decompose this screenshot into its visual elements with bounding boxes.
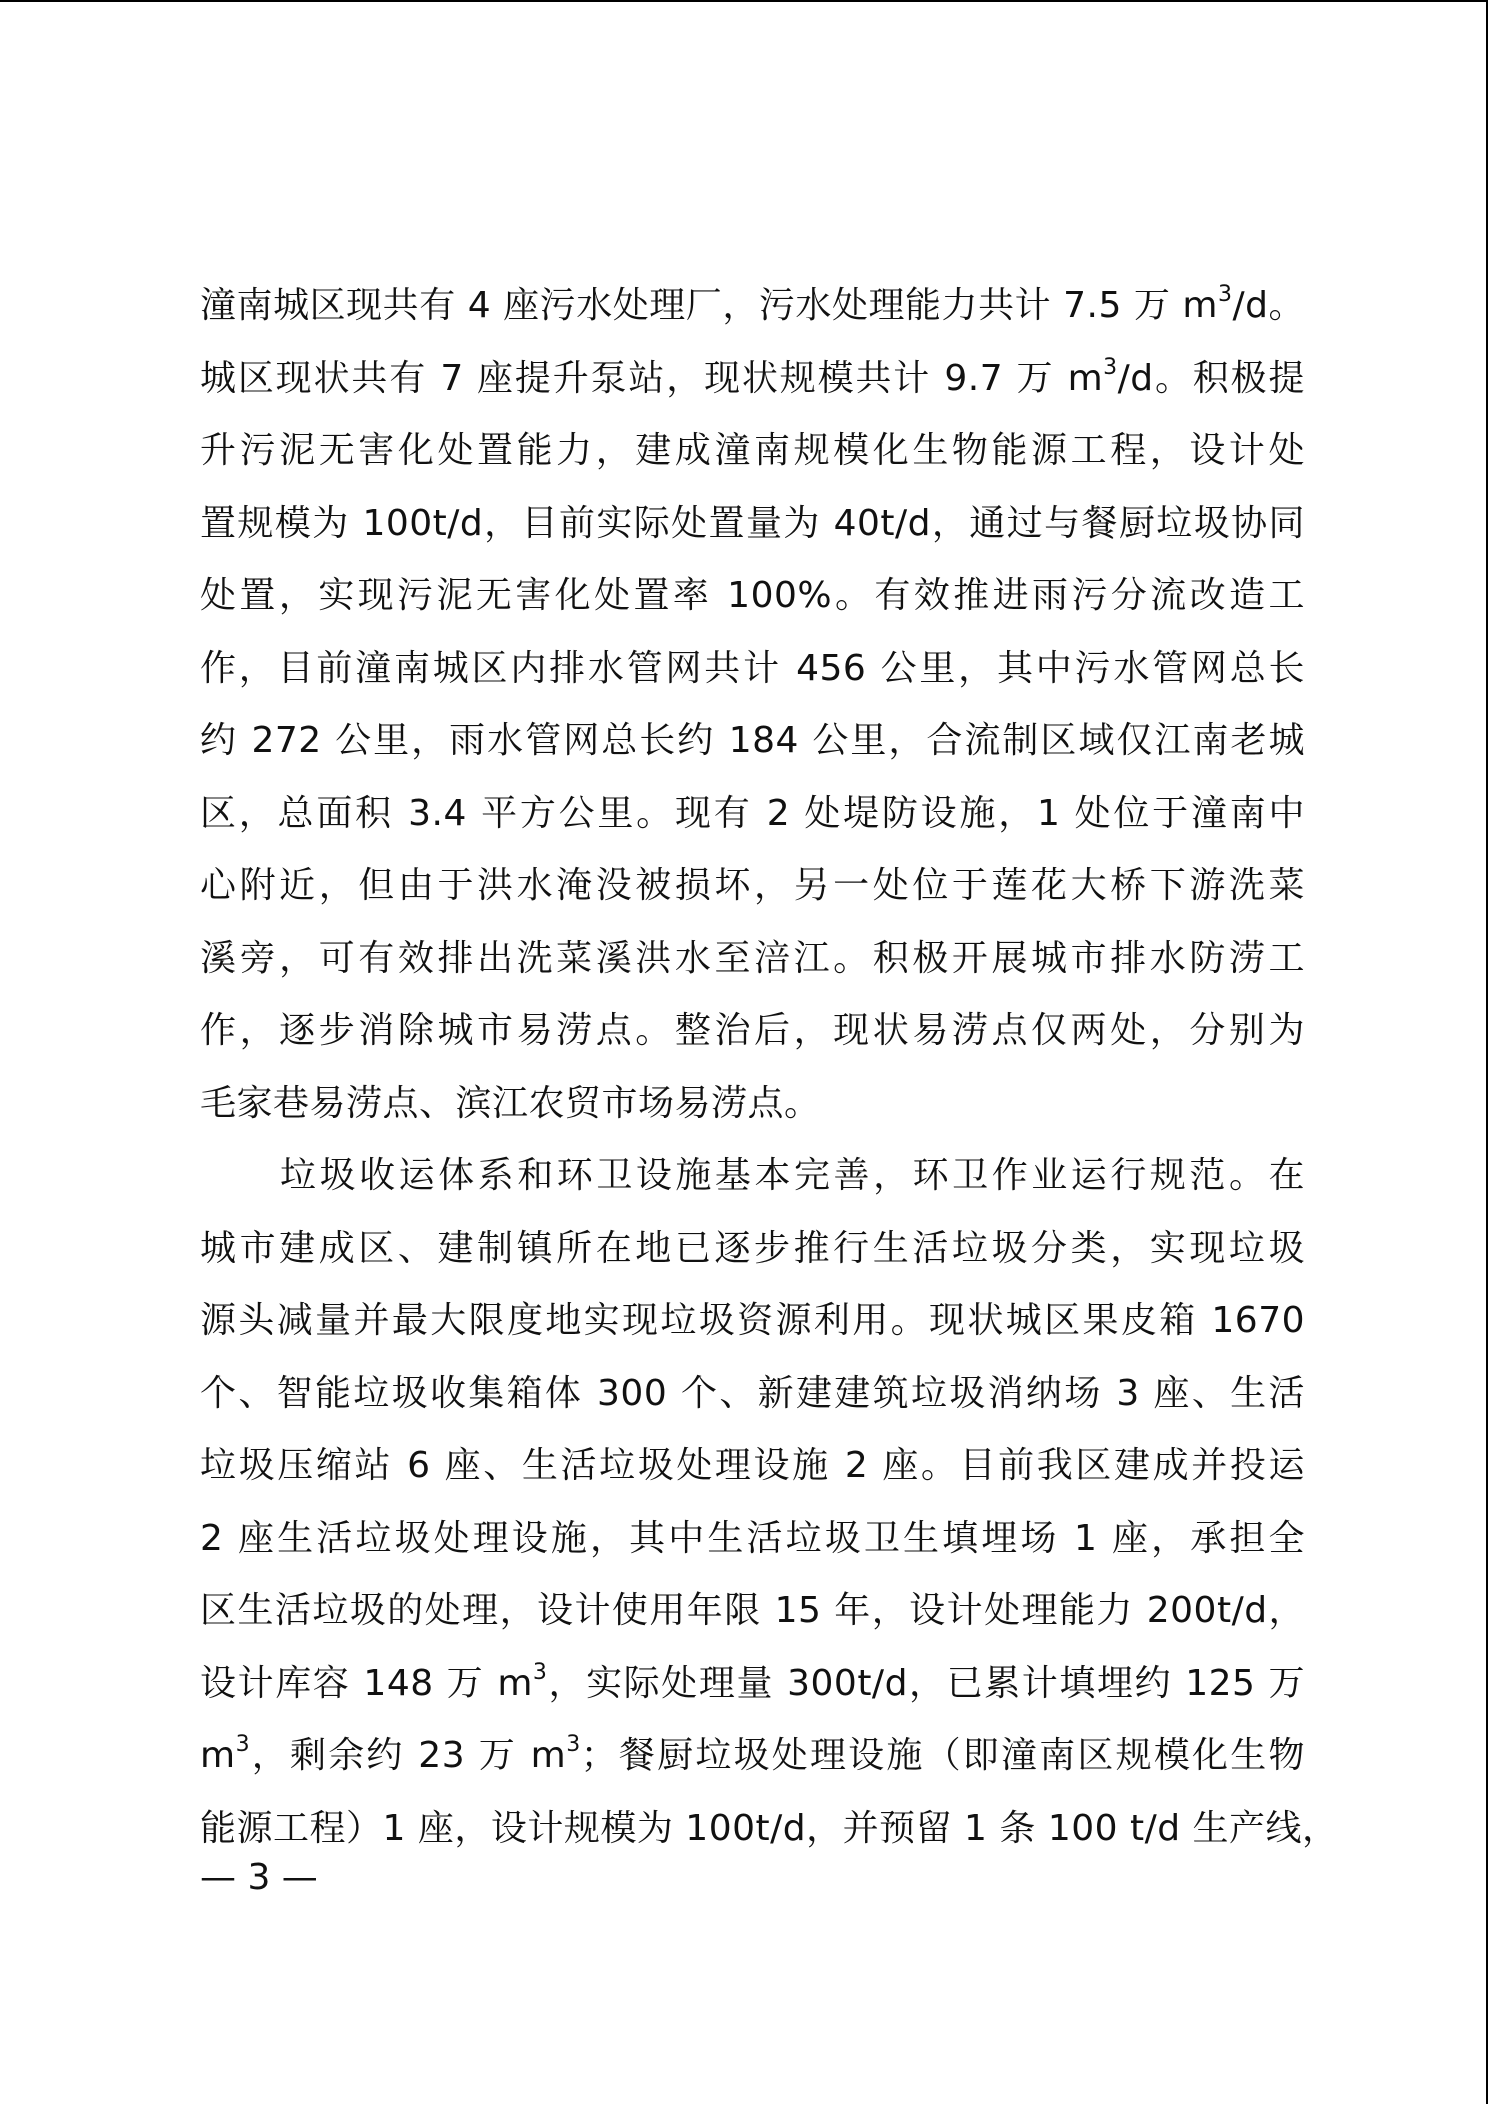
text-line [200,1648,1305,1721]
text-run: 升污泥无害化处置能力，建成潼南规模化生物能源工程，设计处 [200,430,1305,471]
text-line [200,705,1305,778]
text-run: 城区现状共有 7 座提升泵站，现状规模共计 9.7 万 m [200,357,1104,399]
superscript: 3 [1103,354,1118,380]
text-line [200,778,1305,851]
superscript: 3 [235,1732,251,1757]
text-line [200,488,1305,561]
text-run: 能源工程）1 座，设计规模为 100t/d，并预留 1 条 100 t/d 生产线， [200,1807,1339,1849]
superscript: 3 [532,1659,548,1685]
text-line [200,995,1305,1068]
text-run: m [200,1735,236,1776]
text-run: /d。 [1232,285,1305,326]
text-run: 作，目前潼南城区内排水管网共计 456 公里，其中污水管网总长 [200,647,1305,689]
text-line [200,1793,1339,1866]
text-line [200,850,1305,923]
text-line [200,1430,1305,1503]
text-run: ，实际处理量 300t/d，已累计填埋约 125 万 [547,1662,1305,1704]
paragraph [200,1140,1339,1865]
text-line [200,1285,1305,1358]
text-run: 垃圾收运体系和环卫设施基本完善，环卫作业运行规范。在 [280,1155,1305,1196]
text-run: 作，逐步消除城市易涝点。整治后，现状易涝点仅两处，分别为 [200,1010,1305,1051]
document-body [200,270,1339,1865]
text-line [200,343,1305,416]
text-run: 城市建成区、建制镇所在地已逐步推行生活垃圾分类，实现垃圾 [200,1227,1305,1269]
text-run: 2 座生活垃圾处理设施，其中生活垃圾卫生填埋场 1 座，承担全 [200,1517,1305,1559]
page-number: — 3 — [200,1857,318,1898]
text-run: 个、智能垃圾收集箱体 300 个、新建建筑垃圾消纳场 3 座、生活 [200,1372,1305,1414]
text-run: 区生活垃圾的处理，设计使用年限 15 年，设计处理能力 200t/d， [200,1590,1305,1631]
text-line [200,1358,1305,1431]
text-line [200,1213,1305,1286]
text-run: 溪旁，可有效排出洗菜溪洪水至涪江。积极开展城市排水防涝工 [200,937,1305,979]
text-line [200,633,1305,706]
paragraph [200,270,1305,1140]
text-line [200,270,1305,343]
text-run: 处置，实现污泥无害化处置率 100%。有效推进雨污分流改造工 [200,575,1305,616]
superscript: 3 [1217,282,1233,307]
text-run: 区，总面积 3.4 平方公里。现有 2 处堤防设施，1 处位于潼南中 [200,792,1305,834]
text-run: 心附近，但由于洪水淹没被损坏，另一处位于莲花大桥下游洗菜 [200,865,1305,906]
text-run: 源头减量并最大限度地实现垃圾资源利用。现状城区果皮箱 1670 [200,1300,1305,1341]
text-run: 毛家巷易涝点、滨江农贸市场易涝点。 [200,1082,821,1124]
text-run: 潼南城区现共有 4 座污水处理厂，污水处理能力共计 7.5 万 m [200,285,1218,326]
text-line [200,923,1305,996]
text-line [200,1140,1305,1213]
superscript: 3 [566,1732,581,1757]
text-run: ；餐厨垃圾处理设施（即潼南区规模化生物 [580,1735,1305,1776]
page-top-border [0,0,1488,2]
text-line [200,1575,1305,1648]
text-run: 约 272 公里，雨水管网总长约 184 公里，合流制区域仅江南老城 [200,720,1305,761]
text-run: /d。积极提 [1117,357,1305,399]
text-run: 置规模为 100t/d，目前实际处置量为 40t/d，通过与餐厨垃圾协同 [200,502,1305,544]
text-line [200,415,1305,488]
text-line [200,560,1305,633]
text-line [200,1503,1305,1576]
text-line [200,1720,1305,1793]
text-run: 垃圾压缩站 6 座、生活垃圾处理设施 2 座。目前我区建成并投运 [200,1445,1305,1486]
text-run: ，剩余约 23 万 m [250,1735,567,1776]
text-run: 设计库容 148 万 m [200,1662,533,1704]
text-line [200,1068,1305,1141]
